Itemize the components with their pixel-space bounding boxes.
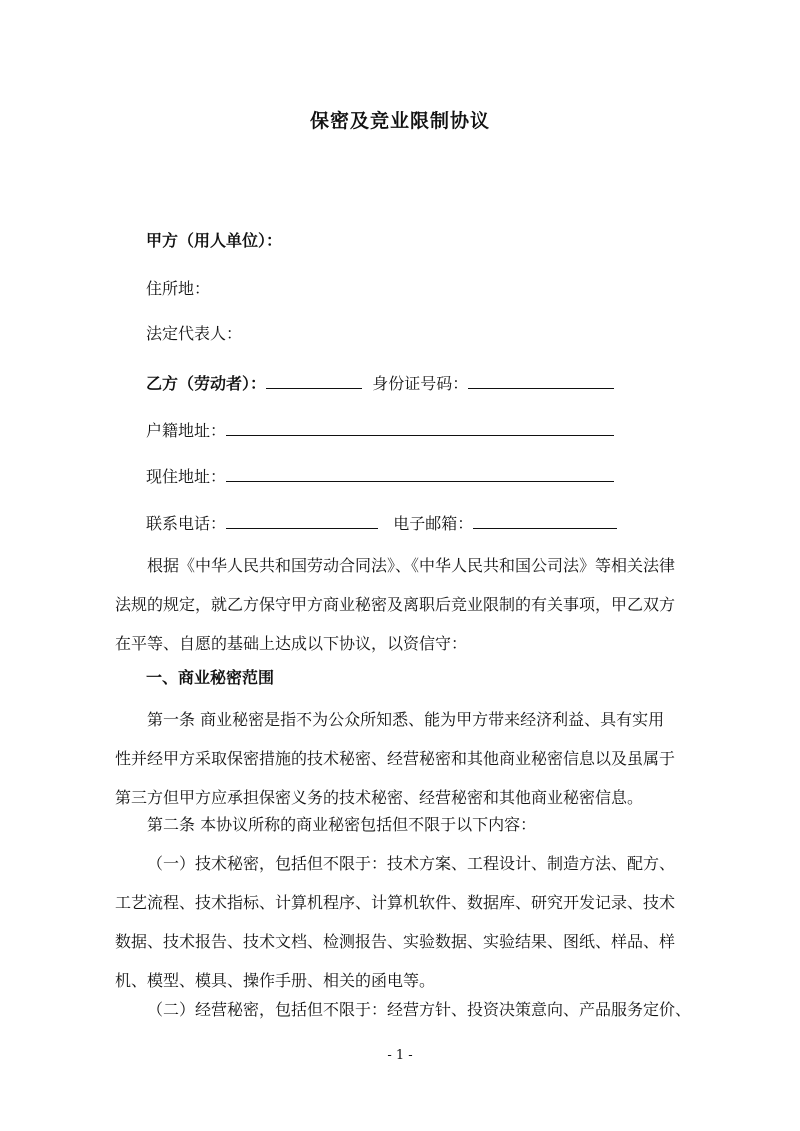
intro-line: 根据《中华人民共和国劳动合同法》、《中华人民共和国公司法》等相关法律 — [147, 556, 676, 575]
party-b-label: 乙方（劳动者）： — [146, 374, 267, 393]
item-2 — [115, 990, 695, 1029]
household-address-blank[interactable] — [226, 417, 614, 436]
article-1 — [115, 700, 695, 817]
party-b-name-blank[interactable] — [266, 370, 362, 389]
id-number-label: 身份证号码： — [372, 374, 469, 393]
item-1-line: 工艺流程、技术指标、计算机程序、计算机软件、数据库、研究开发记录、技术 — [115, 893, 676, 912]
section-heading: 一、商业秘密范围 — [146, 668, 275, 687]
current-address-row — [146, 463, 614, 488]
phone-blank[interactable] — [226, 510, 378, 529]
item-2-line: （二）经营秘密，包括但不限于：经营方针、投资决策意向、产品服务定价、 — [147, 1000, 692, 1019]
id-number-blank[interactable] — [468, 370, 614, 389]
article-2 — [115, 805, 695, 844]
item-1 — [115, 844, 695, 1000]
phone-label: 联系电话： — [146, 514, 227, 533]
page-number: - 1 - — [387, 1048, 413, 1063]
party-a-address-label: 住所地： — [146, 279, 211, 298]
party-b-row — [146, 370, 614, 395]
item-1-line: 数据、技术报告、技术文档、检测报告、实验数据、实验结果、图纸、样品、样 — [115, 932, 676, 951]
household-address-label: 户籍地址： — [146, 421, 227, 440]
intro-line: 法规的规定，就乙方保守甲方商业秘密及离职后竞业限制的有关事项，甲乙双方 — [115, 595, 676, 614]
email-blank[interactable] — [473, 510, 617, 529]
article-1-line: 第一条 商业秘密是指不为公众所知悉、能为甲方带来经济利益、具有实用 — [147, 710, 665, 729]
email-label: 电子邮箱： — [393, 514, 474, 533]
item-1-line: （一）技术秘密，包括但不限于：技术方案、工程设计、制造方法、配方、 — [147, 854, 676, 873]
intro-line: 在平等、自愿的基础上达成以下协议，以资信守： — [115, 634, 468, 653]
contact-row — [146, 510, 617, 535]
article-1-line: 性并经甲方采取保密措施的技术秘密、经营秘密和其他商业秘密信息以及虽属于 — [115, 749, 676, 768]
current-address-blank[interactable] — [226, 463, 614, 482]
article-1-line: 第三方但甲方应承担保密义务的技术秘密、经营秘密和其他商业秘密信息。 — [115, 788, 644, 807]
household-address-row — [146, 417, 614, 442]
party-a-representative-label: 法定代表人： — [146, 324, 243, 343]
document-title: 保密及竞业限制协议 — [309, 110, 490, 132]
current-address-label: 现住地址： — [146, 467, 227, 486]
intro-paragraph — [115, 546, 695, 663]
party-a-label: 甲方（用人单位）： — [146, 231, 283, 250]
article-2-line: 第二条 本协议所称的商业秘密包括但不限于以下内容： — [147, 815, 537, 834]
item-1-line: 机、模型、模具、操作手册、相关的函电等。 — [115, 971, 436, 990]
